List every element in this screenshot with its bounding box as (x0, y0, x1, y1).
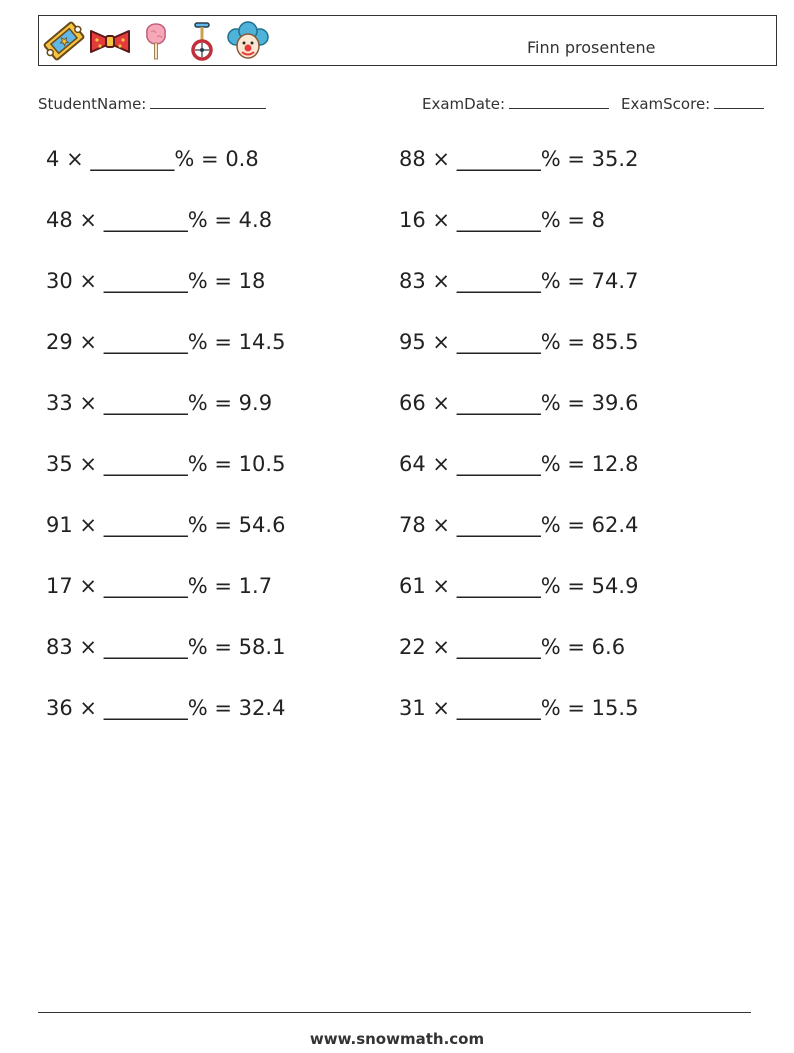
answer-blank[interactable]: ________ (103, 391, 188, 415)
problem-item (46, 208, 272, 232)
answer-blank[interactable]: ________ (103, 330, 188, 354)
problem-item (46, 574, 272, 598)
answer-blank[interactable]: ________ (103, 574, 188, 598)
problem-item (46, 330, 285, 354)
equals-sign: = (214, 696, 232, 720)
percent-sign: % (187, 452, 208, 476)
problem-item (46, 147, 259, 171)
problem-item (399, 452, 638, 476)
problem-result: 4.8 (238, 208, 273, 232)
problem-result: 1.7 (238, 574, 273, 598)
equals-sign: = (567, 513, 585, 537)
problem-result: 54.6 (238, 513, 286, 537)
percent-sign: % (540, 574, 561, 598)
problem-item (399, 269, 638, 293)
times-sign: × (79, 513, 98, 537)
problem-factor: 33 (46, 391, 73, 415)
times-sign: × (432, 330, 451, 354)
percent-sign: % (187, 696, 208, 720)
problem-factor: 31 (399, 696, 426, 720)
percent-sign: % (187, 635, 208, 659)
problem-result: 58.1 (238, 635, 286, 659)
problem-result: 14.5 (238, 330, 286, 354)
exam-score-field[interactable] (621, 94, 764, 113)
problem-factor: 36 (46, 696, 73, 720)
times-sign: × (432, 574, 451, 598)
equals-sign: = (567, 147, 585, 171)
answer-blank[interactable]: ________ (456, 330, 541, 354)
clown-icon (227, 20, 269, 62)
percent-sign: % (540, 635, 561, 659)
equals-sign: = (567, 574, 585, 598)
times-sign: × (432, 452, 451, 476)
problem-factor: 22 (399, 635, 426, 659)
problem-result: 15.5 (591, 696, 639, 720)
student-name-field[interactable] (38, 94, 266, 113)
percent-sign: % (540, 391, 561, 415)
percent-sign: % (187, 574, 208, 598)
equals-sign: = (567, 452, 585, 476)
problem-factor: 16 (399, 208, 426, 232)
answer-blank[interactable]: ________ (103, 452, 188, 476)
problem-factor: 78 (399, 513, 426, 537)
problem-factor: 91 (46, 513, 73, 537)
exam-date-field[interactable] (422, 94, 609, 113)
answer-blank[interactable]: ________ (103, 269, 188, 293)
problem-result: 74.7 (591, 269, 639, 293)
problem-result: 85.5 (591, 330, 639, 354)
problem-result: 12.8 (591, 452, 639, 476)
answer-blank[interactable]: ________ (456, 635, 541, 659)
problem-result: 8 (591, 208, 606, 232)
equals-sign: = (214, 635, 232, 659)
times-sign: × (79, 269, 98, 293)
exam-date-label: ExamDate: (422, 95, 506, 113)
equals-sign: = (567, 696, 585, 720)
equals-sign: = (201, 147, 219, 171)
problem-factor: 17 (46, 574, 73, 598)
problem-result: 39.6 (591, 391, 639, 415)
percent-sign: % (174, 147, 195, 171)
answer-blank[interactable]: ________ (456, 391, 541, 415)
equals-sign: = (567, 391, 585, 415)
problem-factor: 35 (46, 452, 73, 476)
problem-result: 6.6 (591, 635, 626, 659)
problem-item (46, 391, 272, 415)
times-sign: × (79, 391, 98, 415)
answer-blank[interactable]: ________ (103, 513, 188, 537)
times-sign: × (79, 635, 98, 659)
percent-sign: % (187, 391, 208, 415)
equals-sign: = (214, 574, 232, 598)
percent-sign: % (187, 269, 208, 293)
problem-item (399, 696, 638, 720)
equals-sign: = (214, 513, 232, 537)
problem-item (399, 574, 638, 598)
percent-sign: % (540, 147, 561, 171)
problem-result: 54.9 (591, 574, 639, 598)
times-sign: × (79, 574, 98, 598)
problem-result: 62.4 (591, 513, 639, 537)
problem-result: 0.8 (225, 147, 259, 171)
problem-factor: 83 (46, 635, 73, 659)
answer-blank[interactable]: ________ (456, 696, 541, 720)
exam-score-label: ExamScore: (621, 95, 711, 113)
times-sign: × (432, 696, 451, 720)
problem-result: 9.9 (238, 391, 273, 415)
problem-result: 32.4 (238, 696, 286, 720)
percent-sign: % (187, 513, 208, 537)
icon-row (43, 20, 273, 62)
times-sign: × (79, 696, 98, 720)
header-box (38, 15, 777, 66)
percent-sign: % (540, 208, 561, 232)
answer-blank[interactable]: ________ (456, 513, 541, 537)
problem-factor: 64 (399, 452, 426, 476)
problem-item (46, 452, 285, 476)
student-name-blank[interactable] (150, 94, 266, 109)
percent-sign: % (540, 330, 561, 354)
percent-sign: % (187, 330, 208, 354)
exam-date-blank[interactable] (509, 94, 609, 109)
times-sign: × (79, 330, 98, 354)
problem-factor: 61 (399, 574, 426, 598)
problem-result: 10.5 (238, 452, 286, 476)
times-sign: × (66, 147, 84, 171)
worksheet-title: Finn prosentene (527, 38, 656, 57)
equals-sign: = (567, 330, 585, 354)
footer-divider (38, 1012, 751, 1013)
problem-item (399, 391, 638, 415)
times-sign: × (79, 208, 98, 232)
problem-result: 18 (238, 269, 266, 293)
equals-sign: = (214, 452, 232, 476)
answer-blank[interactable]: ________ (103, 208, 188, 232)
problem-item (399, 208, 605, 232)
times-sign: × (79, 452, 98, 476)
problem-factor: 30 (46, 269, 73, 293)
equals-sign: = (214, 208, 232, 232)
equals-sign: = (214, 269, 232, 293)
times-sign: × (432, 147, 451, 171)
problem-item (399, 147, 638, 171)
problem-factor: 88 (399, 147, 426, 171)
problem-result: 35.2 (591, 147, 639, 171)
problem-item (399, 513, 638, 537)
exam-score-blank[interactable] (714, 94, 764, 109)
problem-factor: 29 (46, 330, 73, 354)
times-sign: × (432, 513, 451, 537)
answer-blank[interactable]: ________ (103, 635, 188, 659)
ticket-icon (43, 20, 85, 62)
problem-factor: 83 (399, 269, 426, 293)
times-sign: × (432, 391, 451, 415)
unicycle-icon (181, 20, 223, 62)
problem-item (46, 635, 285, 659)
percent-sign: % (187, 208, 208, 232)
problem-item (46, 269, 265, 293)
answer-blank[interactable]: ________ (456, 574, 541, 598)
problem-factor: 95 (399, 330, 426, 354)
percent-sign: % (540, 696, 561, 720)
percent-sign: % (540, 269, 561, 293)
percent-sign: % (540, 452, 561, 476)
equals-sign: = (567, 208, 585, 232)
answer-blank[interactable]: ________ (456, 147, 541, 171)
percent-sign: % (540, 513, 561, 537)
problem-item (46, 696, 285, 720)
answer-blank[interactable]: ________ (103, 696, 188, 720)
footer-url: www.snowmath.com (309, 1030, 485, 1048)
problem-factor: 48 (46, 208, 73, 232)
answer-blank[interactable]: ________ (456, 452, 541, 476)
times-sign: × (432, 208, 451, 232)
problem-factor: 4 (46, 147, 60, 171)
student-name-label: StudentName: (38, 95, 147, 113)
times-sign: × (432, 635, 451, 659)
problem-item (399, 330, 638, 354)
problem-factor: 66 (399, 391, 426, 415)
equals-sign: = (214, 330, 232, 354)
equals-sign: = (567, 635, 585, 659)
answer-blank[interactable]: ________ (90, 147, 175, 171)
problem-item (46, 513, 285, 537)
problem-item (399, 635, 625, 659)
answer-blank[interactable]: ________ (456, 269, 541, 293)
cotton-candy-icon (135, 20, 177, 62)
equals-sign: = (214, 391, 232, 415)
equals-sign: = (567, 269, 585, 293)
times-sign: × (432, 269, 451, 293)
answer-blank[interactable]: ________ (456, 208, 541, 232)
bow-tie-icon (89, 20, 131, 62)
